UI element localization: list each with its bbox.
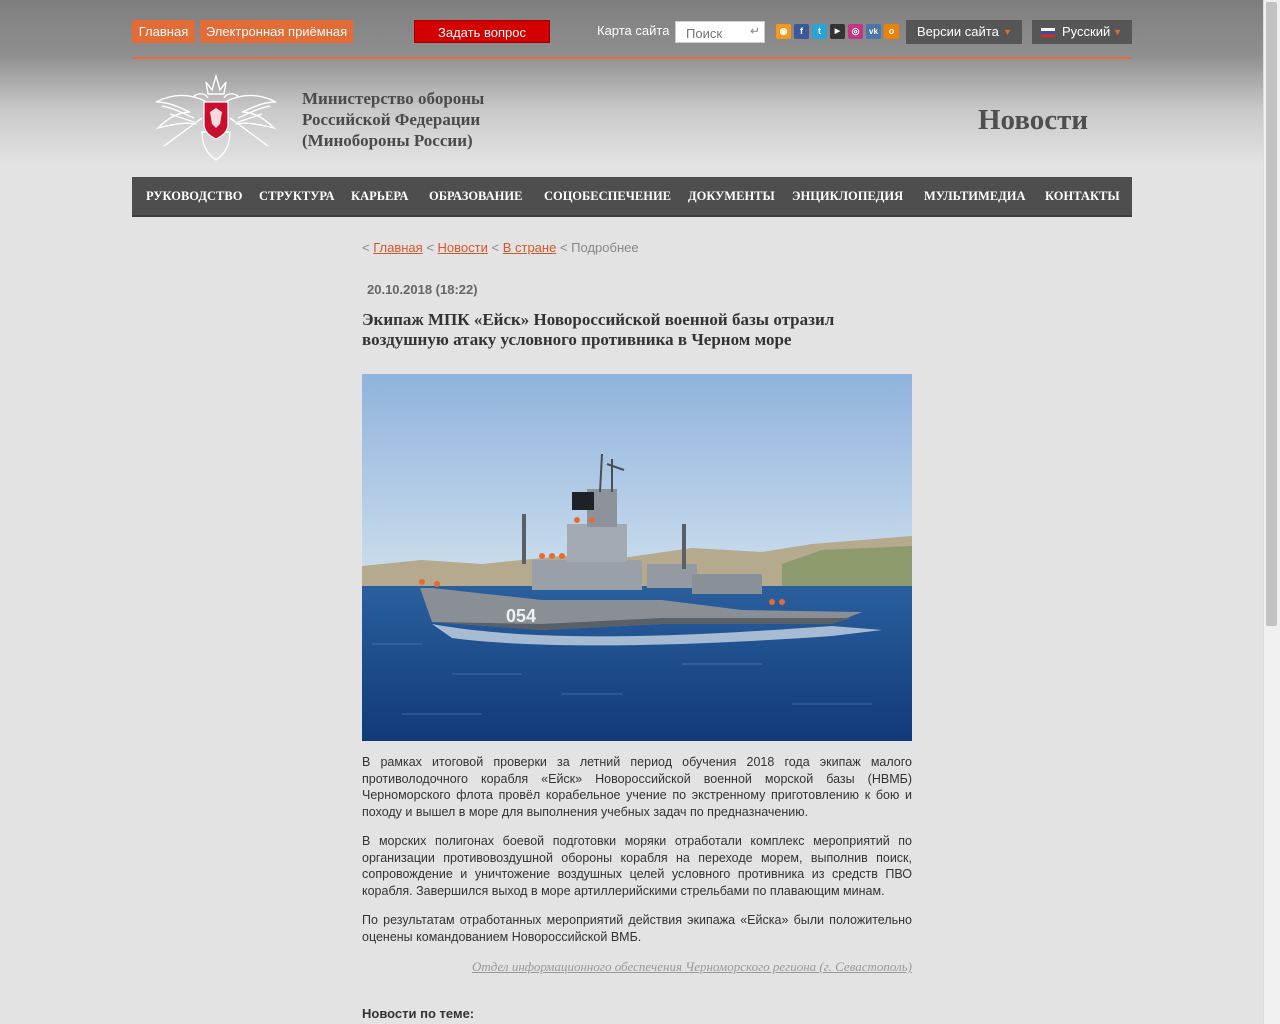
chevron-down-icon: ▼ [1003, 27, 1012, 37]
nav-item-career[interactable]: КАРЬЕРА [351, 189, 409, 203]
hull-number: 054 [506, 606, 537, 626]
article-photo[interactable] [362, 374, 912, 741]
article-paragraph-3: По результатам отработанных мероприятий действия экипажа «Ейска» были положительно оценены командованием Новороссийской ВМБ. [362, 913, 912, 944]
breadcrumb-current: Подробнее [571, 240, 639, 255]
sitemap-link[interactable]: Карта сайта [597, 23, 670, 38]
ministry-emblem-logo[interactable] [150, 68, 282, 164]
instagram-icon[interactable]: ◎ [848, 24, 863, 39]
facebook-icon[interactable]: f [794, 24, 809, 39]
scrollbar-thumb[interactable] [1266, 2, 1277, 626]
nav-item-leadership[interactable]: РУКОВОДСТВО [146, 189, 243, 203]
rss-icon[interactable]: ◉ [776, 24, 791, 39]
ministry-name [302, 88, 484, 151]
vk-icon[interactable]: vk [866, 24, 881, 39]
top-bar [132, 20, 1132, 44]
nav-item-encyclopedia[interactable]: ЭНЦИКЛОПЕДИЯ [792, 189, 904, 203]
ministry-name-line-1: Министерство обороны [302, 89, 485, 108]
section-title: Новости [978, 104, 1089, 136]
home-button[interactable]: Главная [132, 20, 195, 43]
ministry-name-line-2: Российской Федерации [302, 110, 481, 129]
breadcrumb-news[interactable]: Новости [437, 240, 488, 255]
main-nav [132, 177, 1132, 217]
twitter-icon[interactable]: t [812, 24, 827, 39]
youtube-icon[interactable]: ▶ [830, 24, 845, 39]
russian-flag-icon [1041, 28, 1055, 37]
language-label: Русский [1062, 24, 1111, 39]
article-paragraph-1: В рамках итоговой проверки за летний период обучения 2018 года экипаж малого противолодочного корабля «Ейск» Новороссийской военной морской базы (НВМБ) Черноморского флота провёл корабельное учение по экстренному приготовлению к бою и походу и вышел в море для выполнения учебных задач по предназначению. [362, 755, 912, 819]
article-date: 20.10.2018 (18:22) [367, 282, 478, 297]
nav-item-social-security[interactable]: СОЦОБЕСПЕЧЕНИЕ [544, 189, 672, 203]
chevron-down-icon: ▼ [1113, 27, 1122, 37]
nav-item-contacts[interactable]: КОНТАКТЫ [1045, 189, 1120, 203]
nav-item-structure[interactable]: СТРУКТУРА [259, 189, 335, 203]
site-versions-dropdown[interactable] [906, 20, 1022, 44]
e-reception-button[interactable]: Электронная приёмная [200, 20, 353, 43]
odnoklassniki-icon[interactable]: о [884, 24, 899, 39]
header-divider [132, 57, 1132, 59]
breadcrumb-home[interactable]: Главная [373, 240, 423, 255]
vertical-scrollbar[interactable] [1263, 0, 1280, 1024]
ask-question-button[interactable]: Задать вопрос [414, 20, 550, 43]
breadcrumb-country[interactable]: В стране [502, 240, 557, 255]
article-source-link[interactable]: Отдел информационного обеспечения Черноморского региона (г. Севастополь) [471, 959, 912, 974]
nav-item-documents[interactable]: ДОКУМЕНТЫ [688, 189, 775, 203]
search-input[interactable] [684, 23, 754, 43]
article-paragraph-2: В морских полигонах боевой подготовки моряки отработали комплекс мероприятий по организации противовоздушной обороны корабля на переходе морем, выполнив поиск, сопровождение и уничтожение воздушных целей условного противника из средств ПВО корабля. Завершился выход в море артиллерийскими стрельбами по плавающим минам. [362, 834, 912, 898]
related-news-heading: Новости по теме: [362, 1006, 475, 1021]
site-versions-label: Версии сайта [917, 24, 999, 39]
article-title: Экипаж МПК «Ейск» Новороссийской военной базы отразил воздушную атаку условного противника в Черном море [362, 310, 835, 349]
nav-item-multimedia[interactable]: МУЛЬТИМЕДИА [924, 189, 1026, 203]
search-box[interactable] [675, 21, 765, 43]
ministry-name-line-3: (Минобороны России) [302, 131, 473, 150]
breadcrumb: < Главная < Новости < В стране < Подробнее [362, 240, 639, 255]
enter-icon[interactable]: ↵ [749, 24, 760, 38]
language-dropdown[interactable] [1032, 20, 1132, 44]
nav-item-education[interactable]: ОБРАЗОВАНИЕ [429, 189, 523, 203]
